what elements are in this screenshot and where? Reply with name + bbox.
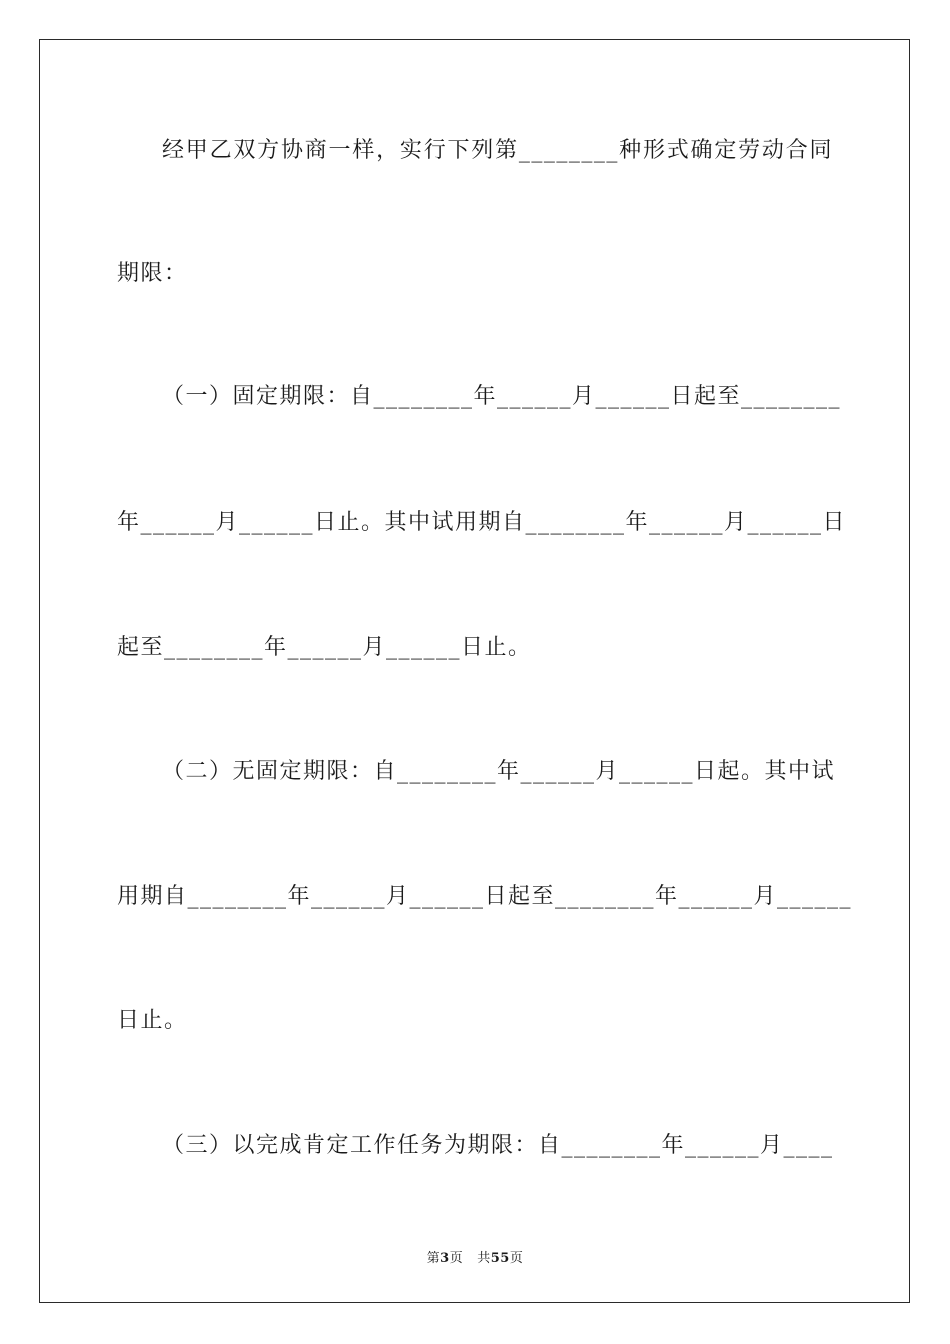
paragraph-line-9: （三）以完成肯定工作任务为期限：自________年______月____	[162, 1133, 834, 1158]
paragraph-line-2: 期限：	[117, 261, 188, 286]
footer-page-suffix: 页	[449, 1251, 464, 1266]
page-frame	[39, 39, 910, 1303]
footer-page-prefix: 第	[426, 1251, 441, 1266]
paragraph-line-1: 经甲乙双方协商一样，实行下列第________种形式确定劳动合同	[162, 138, 833, 163]
footer-total-suffix: 页	[509, 1251, 524, 1266]
footer-total-prefix: 共	[477, 1251, 491, 1266]
paragraph-line-5: 起至________年______月______日止。	[117, 635, 532, 660]
paragraph-line-6: （二）无固定期限：自________年______月______日起。其中试	[162, 759, 836, 784]
paragraph-line-8: 日止。	[117, 1008, 188, 1033]
paragraph-line-7: 用期自________年______月______日起至________年______月______	[117, 884, 853, 909]
paragraph-line-4: 年______月______日止。其中试用期自________年______月______日	[117, 510, 847, 535]
page-footer	[0, 1247, 950, 1266]
paragraph-line-3: （一）固定期限：自________年______月______日起至________	[162, 384, 842, 409]
footer-page-number: 3	[440, 1251, 450, 1266]
footer-total-number: 55	[490, 1251, 510, 1266]
